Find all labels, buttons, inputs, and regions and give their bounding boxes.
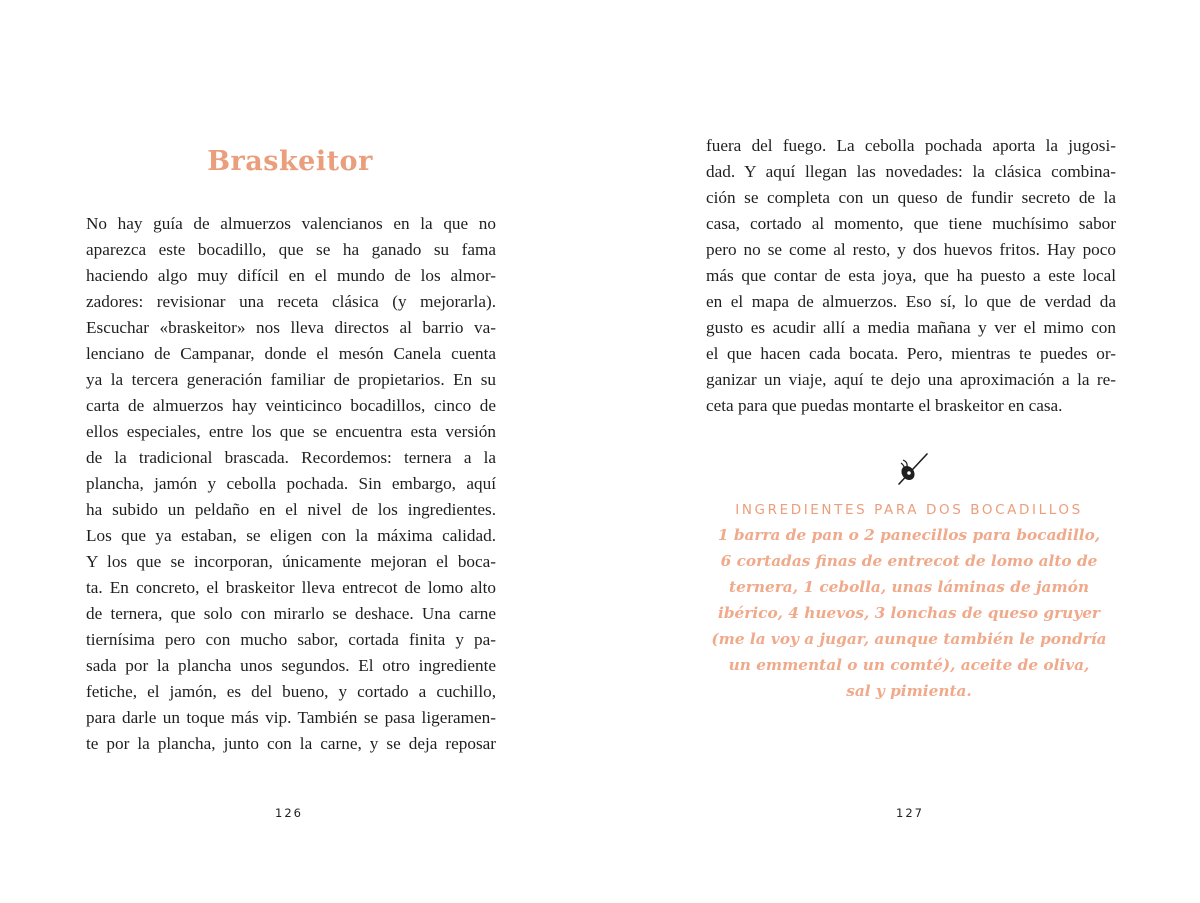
page-number-left: 126 xyxy=(275,806,303,820)
recipe-title: Braskeitor xyxy=(207,146,373,177)
ingredients-heading: INGREDIENTES PARA DOS BOCADILLOS xyxy=(735,502,1083,518)
body-line: pero no se come al resto, y dos huevos fritos. Hay poco xyxy=(706,240,1116,259)
body-line: sada por la plancha unos segundos. El otro ingrediente xyxy=(86,656,496,675)
body-line: aparezca este bocadillo, que se ha ganado su fama xyxy=(86,240,496,259)
ingredients-line: ternera, 1 cebolla, unas láminas de jamón xyxy=(729,578,1089,596)
body-line: haciendo algo muy difícil en el mundo de los almor- xyxy=(86,266,496,285)
body-line: fetiche, el jamón, es del bueno, y cortado a cuchillo, xyxy=(86,682,496,701)
body-line: casa, cortado al momento, que tiene muchísimo sabor xyxy=(706,214,1116,233)
body-line: ción se completa con un queso de fundir secreto de la xyxy=(706,188,1116,207)
body-line: más que contar de esta joya, que ha puesto a este local xyxy=(706,266,1116,285)
body-line: de la tradicional brascada. Recordemos: ternera a la xyxy=(86,448,496,467)
body-line: gusto es acudir allí a media mañana y ver el mimo con xyxy=(706,318,1116,337)
body-line: para darle un toque más vip. También se pasa ligeramen- xyxy=(86,708,496,727)
right-page xyxy=(600,0,1200,903)
body-line: ta. En concreto, el braskeitor lleva entrecot de lomo alto xyxy=(86,578,496,597)
body-line: zadores: revisionar una receta clásica (y mejorarla). xyxy=(86,292,496,311)
ingredients-line: un emmental o un comté), aceite de oliva, xyxy=(728,656,1090,674)
body-line: Los que ya estaban, se eligen con la máxima calidad. xyxy=(86,526,496,545)
body-line: carta de almuerzos hay veinticinco bocadillos, cinco de xyxy=(86,396,496,415)
body-line: ceta para que puedas montarte el braskeitor en casa. xyxy=(706,396,1063,415)
ingredients-line: 6 cortadas finas de entrecot de lomo alto de xyxy=(720,552,1098,570)
body-line: tiernísima pero con mucho sabor, cortada finita y pa- xyxy=(86,630,496,649)
ingredients-line: (me la voy a jugar, aunque también le pondría xyxy=(711,630,1107,648)
body-line: en el mapa de almuerzos. Eso sí, lo que de verdad da xyxy=(706,292,1116,311)
body-line: te por la plancha, junto con la carne, y se deja reposar xyxy=(86,734,496,753)
body-line: lenciano de Campanar, donde el mesón Canela cuenta xyxy=(86,344,496,363)
body-line: Escuchar «braskeitor» nos lleva directos al barrio va- xyxy=(86,318,496,337)
body-line: No hay guía de almuerzos valencianos en la que no xyxy=(86,214,496,233)
body-line: ya la tercera generación familiar de propietarios. En su xyxy=(86,370,496,389)
body-line: dad. Y aquí llegan las novedades: la clásica combina- xyxy=(706,162,1116,181)
page-number-right: 127 xyxy=(896,806,924,820)
body-line: fuera del fuego. La cebolla pochada aporta la jugosi- xyxy=(706,136,1116,155)
olive-on-skewer-icon xyxy=(893,450,933,490)
ingredients-line: ibérico, 4 huevos, 3 lonchas de queso gruyer xyxy=(718,604,1100,622)
body-line: ellos especiales, entre los que se encuentra esta versión xyxy=(86,422,496,441)
ingredients-line: sal y pimienta. xyxy=(846,682,972,700)
ingredients-line: 1 barra de pan o 2 panecillos para bocadillo, xyxy=(717,526,1101,544)
body-line: Y los que se incorporan, únicamente mejoran el boca- xyxy=(86,552,496,571)
body-line: el que hacen cada bocata. Pero, mientras te puedes or- xyxy=(706,344,1116,363)
body-line: ha subido un peldaño en el nivel de los ingredientes. xyxy=(86,500,496,519)
body-line: de ternera, que solo con mirarlo se deshace. Una carne xyxy=(86,604,496,623)
body-line: plancha, jamón y cebolla pochada. Sin embargo, aquí xyxy=(86,474,496,493)
body-line: ganizar un viaje, aquí te dejo una aproximación a la re- xyxy=(706,370,1116,389)
